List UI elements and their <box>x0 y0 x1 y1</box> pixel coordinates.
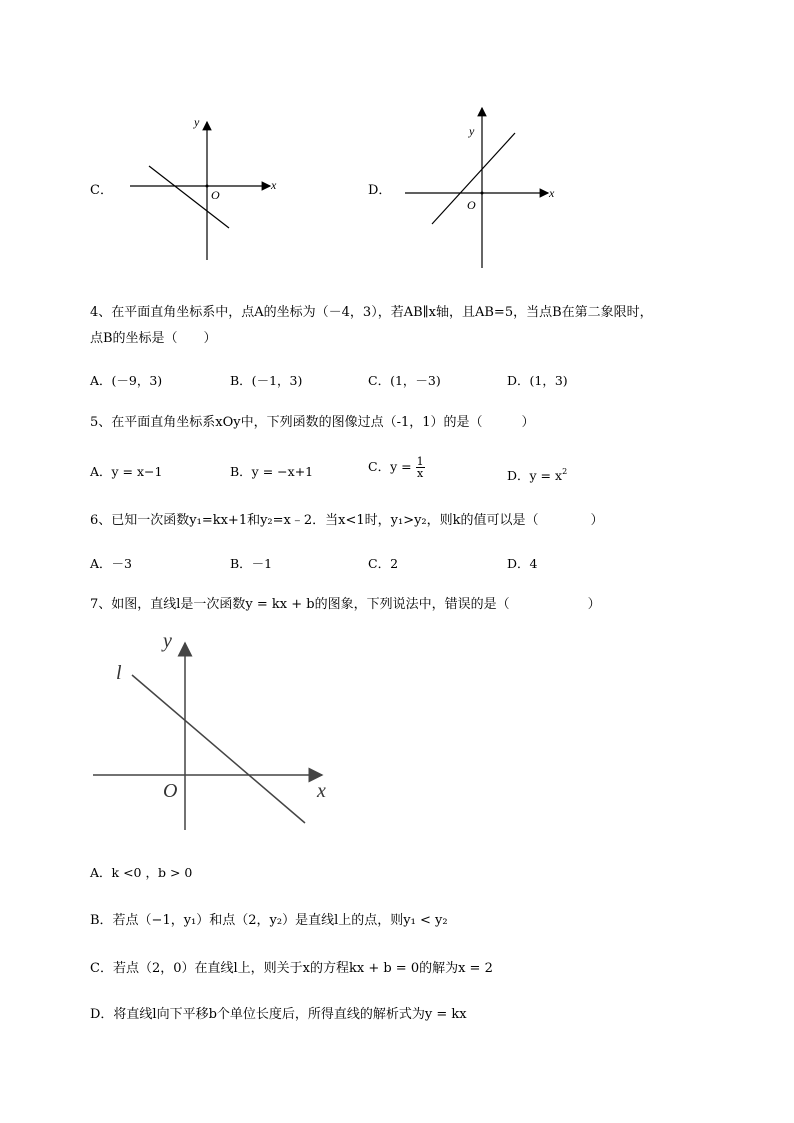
q6-option-a: A．－3 <box>90 556 132 571</box>
q7-option-d: D．将直线l向下平移b个单位长度后，所得直线的解析式为y = kx <box>90 1007 467 1022</box>
fraction <box>416 456 425 479</box>
q4-option-d: D．(1，3) <box>507 373 568 388</box>
q5-stem: 5、在平面直角坐标系xOy中，下列函数的图像过点（-1，1）的是（ ） <box>90 415 535 430</box>
graph-c-y-label: y <box>194 115 200 129</box>
graph-d-origin-label: O <box>467 198 476 212</box>
line-l <box>132 675 305 823</box>
graph-d-x-label: x <box>549 186 555 200</box>
fraction-denominator: x <box>416 467 424 480</box>
q5-option-c-label: C．y = <box>368 459 412 474</box>
q5-option-c <box>368 456 425 479</box>
q4-option-a: A．(－9，3) <box>90 373 163 388</box>
q5-option-d-label: D．y = x <box>507 468 563 483</box>
graph-q7-x-label: x <box>317 780 326 802</box>
fraction-numerator: 1 <box>416 455 424 468</box>
q7-option-b: B．若点（−1，y₁）和点（2，y₂）是直线l上的点，则y₁ < y₂ <box>90 913 448 928</box>
option-c-label: C． <box>90 183 113 198</box>
graph-q7-origin-label: O <box>163 780 178 802</box>
q4-option-b: B．(－1，3) <box>230 373 303 388</box>
q7-option-c: C．若点（2，0）在直线l上，则关于x的方程kx + b = 0的解为x = 2 <box>90 961 493 976</box>
q4-option-c: C．(1，－3) <box>368 373 441 388</box>
q7-stem: 7、如图，直线l是一次函数y = kx + b的图象，下列说法中，错误的是（ ） <box>90 597 601 612</box>
graph-q7 <box>90 635 340 835</box>
q7-option-a: A．k <0 ，b > 0 <box>90 865 193 880</box>
graph-c <box>125 110 285 265</box>
graph-c-x-label: x <box>271 178 277 192</box>
q6-option-b: B．－1 <box>230 556 273 571</box>
q5-option-a: A．y = x−1 <box>90 464 163 479</box>
q6-stem: 6、已知一次函数y₁=kx+1和y₂=x﹣2．当x<1时，y₁>y₂，则k的值可以是（ ） <box>90 513 604 528</box>
option-d-label: D． <box>368 183 392 198</box>
q6-option-c: C．2 <box>368 556 399 571</box>
graph-q7-y-label: y <box>163 630 172 652</box>
q4-stem-line1: 4、在平面直角坐标系中，点A的坐标为（－4，3），若AB∥x轴，且AB=5，当点B在第二象限时， <box>90 305 653 320</box>
q4-stem-line2: 点B的坐标是（ ） <box>90 331 217 346</box>
graph-q7-line-label: l <box>116 662 122 684</box>
graph-c-origin-label: O <box>211 188 220 202</box>
q5-option-d <box>507 463 567 485</box>
q5-option-b: B．y = −x+1 <box>230 464 314 479</box>
graph-d <box>400 100 560 270</box>
exponent: 2 <box>562 467 568 476</box>
q6-option-d: D．4 <box>507 556 538 571</box>
graph-d-y-label: y <box>469 124 475 138</box>
